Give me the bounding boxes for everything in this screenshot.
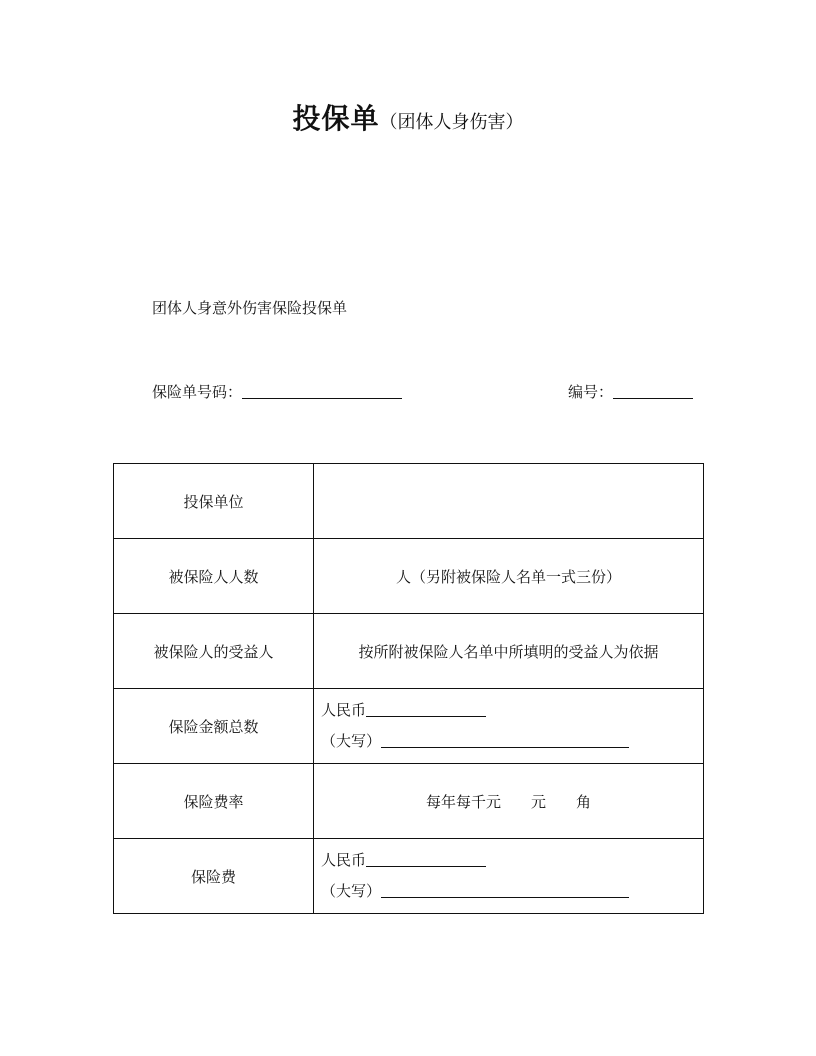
sum-insured-value	[314, 689, 704, 764]
table-row	[114, 839, 704, 914]
rmb-label: 人民币	[321, 851, 367, 869]
page-title	[0, 97, 816, 137]
serial-number-label: 编号：	[568, 383, 614, 401]
premium-rate-value[interactable]: 每年每千元 元 角	[314, 764, 704, 839]
table-row	[114, 614, 704, 689]
title-main: 投保单	[292, 102, 380, 135]
row-label: 保险费	[114, 839, 314, 914]
row-label: 被保险人人数	[114, 539, 314, 614]
application-form-table	[113, 463, 704, 914]
rmb-label: 人民币	[321, 701, 367, 719]
row-label: 投保单位	[114, 464, 314, 539]
rmb-line	[321, 695, 703, 726]
capital-line	[321, 876, 703, 907]
beneficiary-value: 按所附被保险人名单中所填明的受益人为依据	[314, 614, 704, 689]
row-label: 保险费率	[114, 764, 314, 839]
policy-number-blank[interactable]	[242, 382, 402, 399]
capital-amount-blank[interactable]	[381, 731, 629, 748]
policy-number-label: 保险单号码：	[152, 383, 243, 401]
rmb-amount-blank[interactable]	[366, 850, 486, 867]
rmb-amount-blank[interactable]	[366, 700, 486, 717]
policy-number-field	[152, 381, 402, 402]
row-label: 保险金额总数	[114, 689, 314, 764]
table-row	[114, 764, 704, 839]
capital-amount-blank[interactable]	[381, 881, 629, 898]
capital-label: （大写）	[321, 882, 382, 900]
table-row	[114, 464, 704, 539]
capital-label: （大写）	[321, 732, 382, 750]
premium-value	[314, 839, 704, 914]
row-label: 被保险人的受益人	[114, 614, 314, 689]
insured-count-value[interactable]: 人（另附被保险人名单一式三份）	[314, 539, 704, 614]
form-subtitle: 团体人身意外伤害保险投保单	[152, 299, 348, 317]
capital-line	[321, 726, 703, 757]
table-row	[114, 689, 704, 764]
rmb-line	[321, 845, 703, 876]
serial-number-blank[interactable]	[613, 382, 693, 399]
table-row	[114, 539, 704, 614]
serial-number-field	[568, 381, 693, 402]
title-sub: （团体人身伤害）	[379, 112, 524, 133]
applicant-unit-value[interactable]	[314, 464, 704, 539]
